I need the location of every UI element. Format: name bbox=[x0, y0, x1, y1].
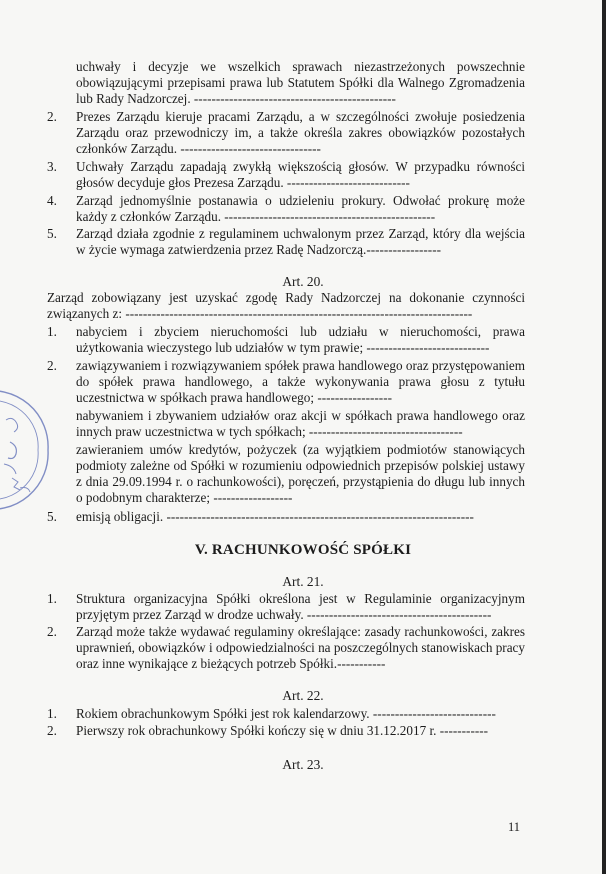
list-number: 2. bbox=[47, 358, 57, 373]
list-text: Prezes Zarządu kieruje pracami Zarządu, a w szczególności zwołuje posiedzenia Zarządu oraz przewodniczy im, a także określa zakres obowiązków pozostałych członków Zarządu. -------------------------------- bbox=[76, 109, 525, 156]
list-text: Zarząd jednomyślnie postanawia o udzieleniu prokury. Odwołać prokurę może każdy z członków Zarządu. ------------------------------------------------ bbox=[76, 193, 525, 224]
list-text: Zarząd może także wydawać regulaminy określające: zasady rachunkowości, zakres uprawnień, obowiązków i odpowiedzialności na poszczególnych stanowiskach pracy oraz inne wynikające z bieżących potrzeb Spółki.----------- bbox=[76, 624, 525, 671]
article-heading: Art. 20. bbox=[282, 274, 324, 289]
continued-paragraph: uchwały i decyzje we wszelkich sprawach niezastrzeżonych powszechnie obowiązującymi przepisami prawa lub Statutem Spółki dla Walnego Zgromadzenia lub Rady Nadzorczej. ---------------------------------------------- bbox=[76, 59, 525, 106]
list-text: Rokiem obrachunkowym Spółki jest rok kalendarzowy. ---------------------------- bbox=[76, 706, 496, 721]
list-text: nabywaniem i zbywaniem udziałów oraz akcji w spółkach prawa handlowego oraz innych praw uczestnictwa w tych spółkach; ----------------------------------- bbox=[76, 408, 525, 439]
list-text: nabyciem i zbyciem nieruchomości lub udziału w nieruchomości, prawa użytkowania wieczystego lub udziałów w tym prawie; ---------------------------- bbox=[76, 324, 525, 355]
list-number: 1. bbox=[47, 591, 57, 606]
article-heading: Art. 22. bbox=[282, 688, 324, 703]
list-text: zawieraniem umów kredytów, pożyczek (za wyjątkiem podmiotów stanowiących podmioty zależne od Spółki w rozumieniu odpowiednich przepisów polskiej ustawy z dnia 29.09.1994 r. o rachunkowości), poręczeń, przystąpienia do długu lub innych o podobnym charakterze; ------------------ bbox=[76, 442, 525, 505]
list-text: emisją obligacji. ---------------------------------------------------------------------- bbox=[76, 509, 474, 524]
list-number: 2. bbox=[47, 109, 57, 124]
list-number: 4. bbox=[47, 193, 57, 208]
list-text: Uchwały Zarządu zapadają zwykłą większością głosów. W przypadku równości głosów decyduje głos Prezesa Zarządu. ---------------------------- bbox=[76, 159, 525, 190]
list-number: 5. bbox=[47, 226, 57, 241]
list-number: 2. bbox=[47, 624, 57, 639]
list-text: Pierwszy rok obrachunkowy Spółki kończy się w dniu 31.12.2017 r. ----------- bbox=[76, 723, 489, 738]
section-title: V. RACHUNKOWOŚĆ SPÓŁKI bbox=[194, 542, 412, 558]
article-heading: Art. 23. bbox=[282, 757, 324, 772]
article-heading: Art. 21. bbox=[282, 574, 324, 589]
list-text: Zarząd działa zgodnie z regulaminem uchwalonym przez Zarząd, który dla wejścia w życie wymaga zatwierdzenia przez Radę Nadzorczą.----------------- bbox=[76, 226, 525, 257]
list-number: 2. bbox=[47, 723, 57, 738]
article-intro: Zarząd zobowiązany jest uzyskać zgodę Rady Nadzorczej na dokonanie czynności związanych z: ------------------------------------------------------------------------------- bbox=[47, 290, 525, 321]
list-number: 3. bbox=[47, 159, 57, 174]
list-number: 1. bbox=[47, 706, 57, 721]
list-text: zawiązywaniem i rozwiązywaniem spółek prawa handlowego oraz przystępowaniem do spółek prawa handlowego, a także wykonywania prawa głosu z tytułu uczestnictwa w spółkach prawa handlowego; ----------------- bbox=[76, 358, 525, 405]
list-number: 1. bbox=[47, 324, 57, 339]
list-number: 5. bbox=[47, 509, 57, 524]
page-number: 11 bbox=[508, 820, 521, 834]
list-text: Struktura organizacyjna Spółki określona jest w Regulaminie organizacyjnym przyjętym przez Zarząd w drodze uchwały. ------------------------------------------ bbox=[76, 591, 525, 622]
